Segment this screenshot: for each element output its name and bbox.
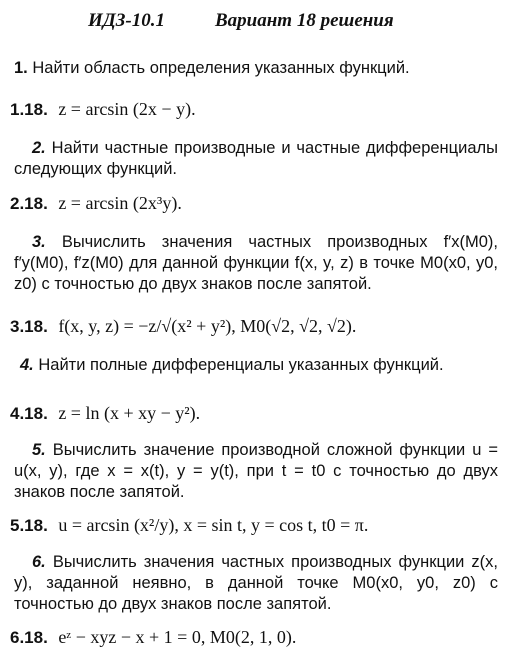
answer-formula: f(x, y, z) = −z/√(x² + y²), M0(√2, √2, √2). <box>58 316 357 336</box>
variant-title: Вариант 18 решения <box>215 10 394 31</box>
answer-number: 1.18. <box>10 100 48 119</box>
task-number: 5. <box>32 441 46 459</box>
answer-2 <box>10 192 500 215</box>
task-6 <box>14 552 498 615</box>
task-text: Найти частные производные и частные дифференциалы следующих функций. <box>14 139 498 178</box>
assignment-code: ИДЗ-10.1 <box>88 10 166 31</box>
task-number: 1. <box>14 59 28 77</box>
task-text: Найти полные дифференциалы указанных функций. <box>38 356 444 374</box>
task-number: 6. <box>32 553 46 571</box>
answer-formula: z = arcsin (2x − y). <box>58 99 196 119</box>
task-number: 3. <box>32 233 46 251</box>
answer-number: 4.18. <box>10 404 48 423</box>
answer-formula: eᶻ − xyz − x + 1 = 0, M0(2, 1, 0). <box>58 627 297 647</box>
answer-1 <box>10 98 500 121</box>
task-text: Вычислить значение производной сложной функции u = u(x, y), где x = x(t), y = y(t), при t = t0 с точностью до двух знаков после запятой. <box>14 441 498 501</box>
task-1 <box>14 58 498 79</box>
answer-formula: z = ln (x + xy − y²). <box>58 403 201 423</box>
answer-number: 5.18. <box>10 516 48 535</box>
answer-3 <box>10 315 500 338</box>
answer-5 <box>10 514 500 537</box>
task-3 <box>14 232 498 295</box>
answer-number: 6.18. <box>10 628 48 647</box>
answer-number: 2.18. <box>10 194 48 213</box>
task-number: 4. <box>20 356 34 374</box>
task-4 <box>14 355 498 376</box>
task-number: 2. <box>32 139 46 157</box>
task-2 <box>14 138 498 180</box>
task-5 <box>14 440 498 503</box>
task-text: Найти область определения указанных функций. <box>32 59 410 77</box>
document-header <box>0 10 512 36</box>
task-text: Вычислить значения частных производных f′x(M0), f′y(M0), f′z(M0) для данной функции f(x, y, z) в точке M0(x0, y0, z0) с точностью до двух знаков после запятой. <box>14 233 498 293</box>
task-text: Вычислить значения частных производных функции z(x, y), заданной неявно, в данной точке M0(x0, y0, z0) с точностью до двух знаков после запятой. <box>14 553 498 613</box>
answer-6 <box>10 626 500 649</box>
answer-4 <box>10 402 500 425</box>
answer-formula: u = arcsin (x²/y), x = sin t, y = cos t, t0 = π. <box>58 515 369 535</box>
answer-formula: z = arcsin (2x³y). <box>58 193 182 213</box>
answer-number: 3.18. <box>10 317 48 336</box>
